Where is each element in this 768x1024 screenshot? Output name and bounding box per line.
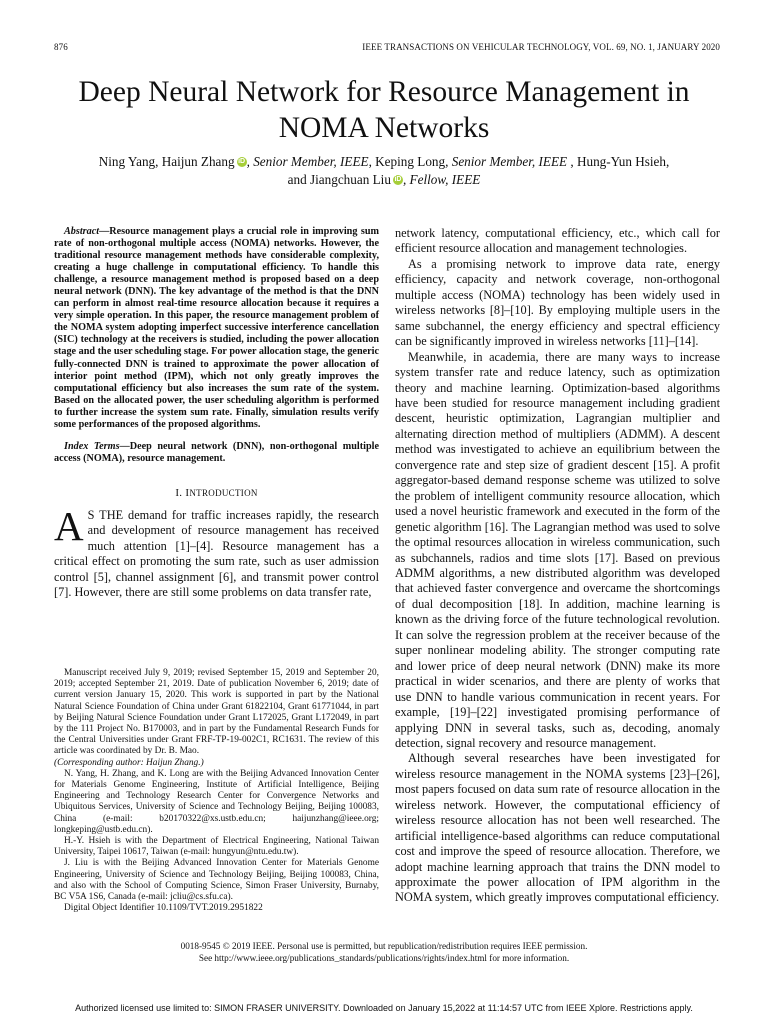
footnote-manuscript-text: Manuscript received July 9, 2019; revised September 15, 2019 and September 20, 2019; accepted September 21, 2019. Date of publication November 6, 2019; date of current version January 15, 2020. This work is supported in part by the National Natural Science Foundation of China under Grant 61822104, Grant 61771044, in part by Beijing Natural Science Foundation under Grant L172025, Grant L172049, in part by the 111 Project No. B170003, and in part by the Fundamental Research Funds for the Central Universities under Grant FRF-TP-19-002C1, RC1631. The review of this article was coordinated by Dr. B. Mao.	[54, 668, 379, 757]
index-terms-label: Index Terms	[64, 440, 120, 452]
left-column	[54, 226, 379, 601]
copyright-notice	[40, 940, 728, 964]
copyright-line-2: See http://www.ieee.org/publications_standards/publications/rights/index.html for more information.	[198, 953, 570, 963]
author-role-4: , Fellow, IEEE	[402, 172, 481, 187]
copyright-line-1: 0018-9545 © 2019 IEEE. Personal use is permitted, but republication/redistribution requires IEEE permission.	[180, 941, 588, 951]
orcid-icon[interactable]: iD	[394, 176, 402, 183]
drop-cap: A	[54, 502, 84, 549]
section-numeral: I.	[175, 486, 186, 499]
intro-paragraph	[54, 502, 379, 601]
index-terms	[54, 441, 379, 465]
corresponding-author: (Corresponding author: Haijun Zhang.)	[54, 757, 204, 768]
body-paragraph: As a promising network to improve data rate, energy efficiency, capacity and network coverage, non-orthogonal multiple access (NOMA) technology has been widely used in wireless networks [8]–[10]. By employing multiple users in the same subchannel, the energy efficiency and spectral efficiency can be significantly improved in wireless networks [11]–[14].	[395, 256, 720, 349]
footnote-doi: Digital Object Identifier 10.1109/TVT.2019.2951822	[64, 903, 263, 914]
body-paragraph: network latency, computational efficiency, etc., which call for efficient resource allocation and management technologies.	[395, 226, 720, 256]
page-number: 876	[54, 42, 68, 52]
section-first-letter: I	[185, 486, 190, 499]
author-role-2: , Senior Member, IEEE	[445, 154, 568, 169]
index-terms-text: Deep neural network (DNN), non-orthogonal multiple access (NOMA), resource management.	[54, 440, 379, 464]
license-banner: Authorized licensed use limited to: SIMON FRASER UNIVERSITY. Downloaded on January 15,2022 at 11:14:57 UTC from IEEE Xplore. Restrictions apply.	[75, 1003, 693, 1013]
journal-header: IEEE TRANSACTIONS ON VEHICULAR TECHNOLOGY, VOL. 69, NO. 1, JANUARY 2020	[362, 42, 720, 52]
index-terms-dash: —	[119, 440, 130, 452]
footnote-affiliation-3: J. Liu is with the Beijing Advanced Innovation Center for Materials Genome Engineering, University of Science and Technology Beijing, Beijing 100083, China, and also with the School of Computing Science, Simon Fraser University, Burnaby, BC V5A 1S6, Canada (e-mail: jcliu@cs.sfu.ca).	[54, 858, 379, 903]
abstract-text: Resource management plays a crucial role in improving sum rate of non-orthogonal multiple access (NOMA) networks. However, the traditional resource management methods have considerable complexity, creating a huge challenge in computational efficiency. To handle this challenge, a resource management method is proposed based on a deep neural network (DNN). The key advantage of the method is that the DNN can perform in almost real-time resource allocation because it requires a very simple operation. In this paper, the resource management problem of the NOMA system adopting imperfect successive interference cancellation (SIC) technology at the receivers is studied, including the power allocation stage and the user scheduling stage. For power allocation stage, the generic fully-connected DNN is trained to approximate the power allocation of interior point method (IPM), which not only greatly improves the computational efficiency but also increases the sum rate of the system. Based on the allocated power, the user scheduling algorithm is performed to further increase the system sum rate. Finally, simulation results verify some performances of the proposed algorithms.	[54, 226, 379, 430]
author-role-1: , Senior Member, IEEE	[246, 154, 369, 169]
footnote-affiliation-1: N. Yang, H. Zhang, and K. Long are with the Beijing Advanced Innovation Center for Materials Genome Engineering, Institute of Artificial Intelligence, Beijing Engineering and Technology Research Center for Convergence Networks and Ubiquitous Services, University of Science and Technology Beijing, Beijing 100083, China (e-mail: b20170322@xs.ustb.edu.cn; haijunzhang@ieee.org; longkeping@ustb.edu.cn).	[54, 768, 379, 835]
paper-title: Deep Neural Network for Resource Management in NOMA Networks	[78, 76, 690, 144]
author-names-2: , Keping Long	[368, 154, 446, 169]
body-paragraph: Although several researches have been investigated for wireless resource management in the NOMA systems [23]–[26], most papers focused on data sum rate of resource allocation in the wireless network. However, the computational efficiency of wireless resource allocation has not been well researched. The artificial intelligence-based algorithms can reduce computational cost and improve the speed of resource allocation. Therefore, we adopt machine learning approach that trains the DNN model to approximate the power allocation of IPM algorithm in the NOMA system, which greatly improves computational efficiency.	[395, 751, 720, 905]
abstract-label: Abstract	[64, 226, 100, 237]
author-names-4: and Jiangchuan Liu	[287, 172, 391, 187]
footnote-affiliation-2: H.-Y. Hsieh is with the Department of Electrical Engineering, National Taiwan University, Taipei 10617, Taiwan (e-mail: hungyun@ntu.edu.tw).	[54, 836, 379, 858]
section-title-rest: NTRODUCTION	[189, 487, 258, 498]
author-list	[40, 153, 728, 189]
footnote	[54, 668, 379, 914]
right-column	[395, 226, 720, 906]
section-heading	[54, 487, 379, 499]
abstract-dash: —	[99, 226, 110, 237]
intro-text: S THE demand for traffic increases rapidly, the research and development of resource management has received much attention [1]–[4]. Resource management has a critical effect on promoting the sum rate, such as user admission control [5], channel assignment [6], and transmit power control [7]. However, there are still some problems on data transfer rate,	[54, 507, 379, 600]
footnote-manuscript	[54, 668, 379, 769]
body-paragraph: Meanwhile, in academia, there are many ways to increase system transfer rate and reduce latency, such as optimization theory and machine learning. Optimization-based algorithms have been studied for resource management including gradient descent, heuristic optimization, Lagrangian multiplier and alternating direction method of multipliers (ADMM). A descent method was investigated to achieve an equilibrium between the convergence rate and step size of gradient descent [15]. A profit aggregator-based demand response scheme was utilized to solve the problem of intelligent community resource allocation, which used a novel heuristic framework and executed in the form of the genetic algorithm [16]. The Lagrangian method was used to solve the optimal resources allocation in wireless communication, such as subchannels, radios and time slots [17]. Based on previous ADMM algorithms, a new distributed algorithm was developed that achieved faster convergence and overcame the shortcomings of dual decomposition [18]. In addition, machine learning is known as the driving force of the future technological revolution. It can solve the regression problem at the receiver because of the super nonlinear modeling ability. The stronger computing rate and lower price of deep neural network (DNN) make its more practical in wider scenarios, and there are plenty of works that use DNN to handle various communication in recent years. For example, [19]–[22] investigated promising performance of applying DNN in several tasks, such as, decoding, anomaly detection, signal recovery and resource management.	[395, 349, 720, 750]
author-names-3: , Hung-Yun Hsieh,	[570, 154, 670, 169]
abstract	[54, 226, 379, 431]
orcid-icon[interactable]: iD	[238, 158, 246, 165]
author-names-1: Ning Yang, Haijun Zhang	[98, 154, 235, 169]
